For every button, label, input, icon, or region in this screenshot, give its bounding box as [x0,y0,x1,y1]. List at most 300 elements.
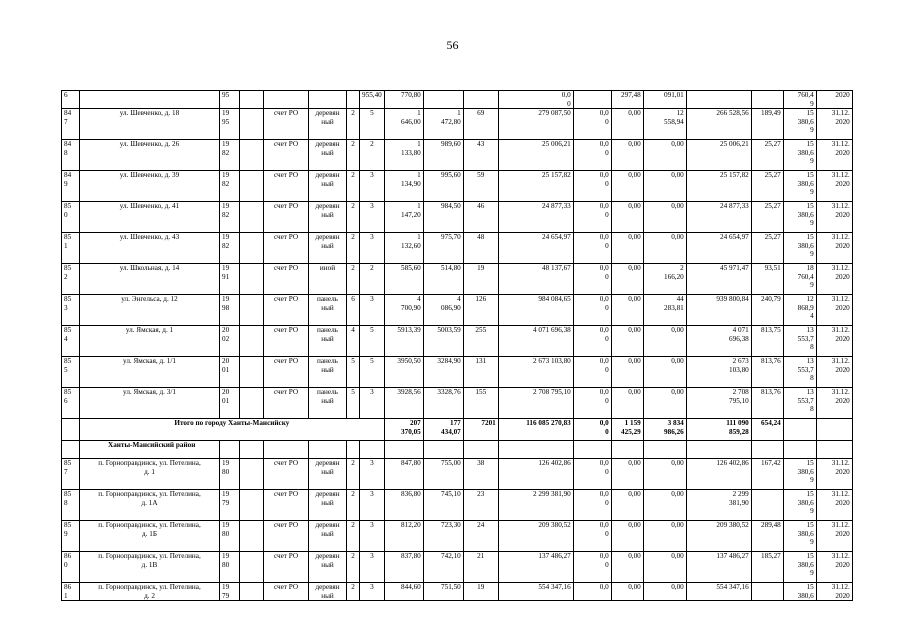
fund-a-cell [573,91,611,109]
residents-cell: 43 [463,140,498,171]
fund-d-total: 111 090 859,28 [686,419,751,441]
fund-b-cell: 0,00 [611,202,643,233]
deadline-cell: 31.12. 2020 [816,326,852,357]
fund-c-cell: 0,00 [643,490,686,521]
living-area-cell: 1 472,80 [423,109,463,140]
floors-cell: 2 [347,583,360,601]
table-row [62,552,853,583]
table-row [62,357,853,388]
living-area-cell: 4 086,90 [423,295,463,326]
deadline-cell: 31.12. 2020 [816,202,852,233]
section-label: Ханты-Мансийский район [80,441,220,459]
table-row [62,140,853,171]
row-number-cell: 85 9 [62,521,80,552]
total-area-cell: 844,60 [384,583,423,601]
total-area-total: 207 370,05 [384,419,423,441]
residents-cell: 23 [463,490,498,521]
entrances-cell: 3 [360,295,385,326]
funding-method-cell: счет РО [264,202,309,233]
row-number-cell: 85 6 [62,388,80,419]
year-2-cell [240,552,264,583]
funding-method-cell: счет РО [264,552,309,583]
deadline-cell: 31.12. 2020 [816,388,852,419]
fund-d-cell: 2 708 795,10 [686,388,751,419]
fund-b-cell: 0,00 [611,264,643,295]
cost-per-sqm-cell [751,490,783,521]
table-row [62,326,853,357]
cost-per-sqm-cell: 189,49 [751,109,783,140]
fund-a-cell: 0,0 0 [573,295,611,326]
fund-d-cell: 2 673 103,80 [686,357,751,388]
living-area-cell: 5003,59 [423,326,463,357]
entrances-cell: 5 [360,357,385,388]
living-area-cell: 745,10 [423,490,463,521]
residents-total: 7201 [463,419,498,441]
total-cost-cell: 0,0 0 [498,91,573,109]
fund-a-total: 0,0 0 [573,419,611,441]
row-number-cell: 6 [62,91,80,109]
fund-a-cell: 0,0 0 [573,109,611,140]
fund-c-cell: 0,00 [643,326,686,357]
total-cost-cell: 24 877,33 [498,202,573,233]
empty-cell [751,441,783,459]
living-area-cell: 755,00 [423,459,463,490]
wall-material-cell: деревян ный [309,171,347,202]
deadline-cell: 31.12. 2020 [816,264,852,295]
deadline-cell: 31.12. 2020 [816,233,852,264]
cost-limit-cell: 13 553,7 8 [783,357,816,388]
entrances-cell: 5 [360,326,385,357]
fund-a-cell: 0,0 0 [573,459,611,490]
fund-d-cell: 137 486,27 [686,552,751,583]
wall-material-cell: деревян ный [309,109,347,140]
living-area-cell: 3284,90 [423,357,463,388]
funding-method-cell: счет РО [264,264,309,295]
table-row [62,583,853,601]
floors-cell: 2 [347,490,360,521]
empty-cell [643,441,686,459]
wall-material-cell: панель ный [309,357,347,388]
cost-limit-cell: 760,4 9 [783,91,816,109]
year-2-cell [240,91,264,109]
fund-d-cell: 25 006,21 [686,140,751,171]
total-area-cell: 1 147,20 [384,202,423,233]
floors-cell: 2 [347,552,360,583]
fund-b-cell: 0,00 [611,490,643,521]
fund-b-cell: 0,00 [611,357,643,388]
table-row [62,233,853,264]
fund-c-cell: 0,00 [643,583,686,601]
build-year-cell: 19 82 [220,140,240,171]
row-number-cell: 85 7 [62,459,80,490]
fund-d-cell: 24 654,97 [686,233,751,264]
row-number-cell: 86 0 [62,552,80,583]
floors-cell: 2 [347,264,360,295]
cost-limit-cell: 15 380,6 9 [783,233,816,264]
address-cell: ул. Шевченко, д. 41 [80,202,220,233]
table-row [62,295,853,326]
entrances-cell: 3 [360,233,385,264]
living-area-cell: 3328,76 [423,388,463,419]
residents-cell: 155 [463,388,498,419]
total-area-cell: 812,20 [384,521,423,552]
cost-per-sqm-cell: 25,27 [751,171,783,202]
fund-a-cell: 0,0 0 [573,264,611,295]
total-cost-cell: 2 708 795,10 [498,388,573,419]
address-cell: п. Горноправдинск, ул. Петелина, д. 1 [80,459,220,490]
fund-c-cell: 44 283,81 [643,295,686,326]
entrances-cell: 3 [360,388,385,419]
page-number: 56 [446,38,459,52]
floors-cell: 2 [347,202,360,233]
fund-a-cell: 0,0 0 [573,140,611,171]
fund-d-cell: 25 157,82 [686,171,751,202]
cost-limit-cell: 13 553,7 8 [783,326,816,357]
address-cell: ул. Шевченко, д. 18 [80,109,220,140]
fund-a-cell: 0,0 0 [573,357,611,388]
wall-material-cell: деревян ный [309,459,347,490]
wall-material-cell [309,91,347,109]
fund-b-cell: 0,00 [611,171,643,202]
fund-b-cell: 297,48 [611,91,643,109]
table-row [62,171,853,202]
cost-limit-cell: 15 380,6 9 [783,552,816,583]
empty-cell [498,441,573,459]
address-cell: п. Горноправдинск, ул. Петелина, д. 1А [80,490,220,521]
fund-d-cell: 126 402,86 [686,459,751,490]
row-number-cell [62,419,80,441]
cost-limit-cell: 13 553,7 8 [783,388,816,419]
total-cost-cell: 554 347,16 [498,583,573,601]
cost-per-sqm-cell: 813,76 [751,357,783,388]
build-year-cell: 20 01 [220,357,240,388]
deadline-cell: 31.12. 2020 [816,295,852,326]
year-2-cell [240,388,264,419]
total-area-cell: 1 132,60 [384,233,423,264]
table-row-fragment [62,91,853,109]
row-number-cell: 84 9 [62,171,80,202]
cost-per-sqm-cell: 25,27 [751,202,783,233]
fund-d-cell: 45 971,47 [686,264,751,295]
empty-cell [347,441,360,459]
fund-d-cell: 24 877,33 [686,202,751,233]
residents-cell: 69 [463,109,498,140]
fund-c-cell: 0,00 [643,388,686,419]
deadline-cell: 31.12. 2020 [816,171,852,202]
floors-cell: 5 [347,388,360,419]
total-cost-cell: 48 137,67 [498,264,573,295]
fund-d-cell: 554 347,16 [686,583,751,601]
fund-a-cell: 0,0 0 [573,326,611,357]
total-area-cell: 836,80 [384,490,423,521]
cost-per-sqm-cell: 185,27 [751,552,783,583]
residents-cell: 126 [463,295,498,326]
cost-limit-cell: 15 380,6 [783,583,816,601]
fund-b-cell: 0,00 [611,295,643,326]
total-area-cell: 837,80 [384,552,423,583]
table-body [62,91,853,601]
cost-per-sqm-cell: 289,48 [751,521,783,552]
funding-method-cell [264,91,309,109]
fund-b-cell: 0,00 [611,459,643,490]
living-area-cell: 742,10 [423,552,463,583]
address-cell: ул. Ямская, д. 3/1 [80,388,220,419]
empty-cell [783,441,816,459]
total-row [62,419,853,441]
entrances-cell: 5 [360,109,385,140]
deadline-cell: 31.12. 2020 [816,459,852,490]
fund-b-total: 1 159 425,29 [611,419,643,441]
fund-c-cell: 0,00 [643,552,686,583]
fund-d-cell: 209 380,52 [686,521,751,552]
living-area-cell: 514,80 [423,264,463,295]
build-year-cell: 19 95 [220,109,240,140]
floors-cell [347,91,360,109]
total-area-cell: 770,80 [384,91,423,109]
row-number-cell: 84 8 [62,140,80,171]
total-area-cell: 847,80 [384,459,423,490]
build-year-cell: 19 82 [220,233,240,264]
year-2-cell [240,295,264,326]
living-area-cell: 984,50 [423,202,463,233]
fund-b-cell: 0,00 [611,388,643,419]
fund-c-cell: 2 166,20 [643,264,686,295]
year-2-cell [240,171,264,202]
wall-material-cell: деревян ный [309,552,347,583]
living-area-cell: 751,50 [423,583,463,601]
build-year-cell: 20 02 [220,326,240,357]
address-cell: ул. Шевченко, д. 39 [80,171,220,202]
row-number-cell: 85 5 [62,357,80,388]
floors-cell: 2 [347,233,360,264]
fund-c-cell: 0,00 [643,171,686,202]
total-cost-cell: 279 087,50 [498,109,573,140]
residents-cell: 38 [463,459,498,490]
fund-d-cell: 4 071 696,38 [686,326,751,357]
cost-per-sqm-cell: 25,27 [751,233,783,264]
funding-method-cell: счет РО [264,233,309,264]
funding-method-cell: счет РО [264,490,309,521]
entrances-cell: 3 [360,171,385,202]
residents-cell: 19 [463,264,498,295]
total-area-cell: 585,60 [384,264,423,295]
floors-cell: 2 [347,140,360,171]
row-number-cell: 85 4 [62,326,80,357]
row-number-cell [62,441,80,459]
funding-method-cell: счет РО [264,459,309,490]
total-area-cell: 3928,56 [384,388,423,419]
build-year-cell: 19 91 [220,264,240,295]
fund-b-cell: 0,00 [611,233,643,264]
cost-per-sqm-cell: 813,76 [751,388,783,419]
build-year-cell: 19 79 [220,583,240,601]
empty-cell [816,419,852,441]
cost-per-sqm-cell [751,91,783,109]
empty-cell [384,441,423,459]
build-year-cell: 19 82 [220,202,240,233]
wall-material-cell: панель ный [309,388,347,419]
living-area-total: 177 434,07 [423,419,463,441]
residents-cell [463,91,498,109]
fund-c-cell: 12 558,94 [643,109,686,140]
living-area-cell: 723,30 [423,521,463,552]
row-number-cell: 85 1 [62,233,80,264]
fund-a-cell: 0,0 0 [573,552,611,583]
total-area-cell: 1 133,80 [384,140,423,171]
total-area-cell: 1 646,00 [384,109,423,140]
cost-limit-cell: 12 868,9 4 [783,295,816,326]
fund-a-cell: 0,0 0 [573,202,611,233]
wall-material-cell: иной [309,264,347,295]
fund-d-cell: 2 299 381,90 [686,490,751,521]
year-2-cell [240,490,264,521]
fund-b-cell: 0,00 [611,583,643,601]
year-2-cell [240,202,264,233]
cost-per-sqm-cell [751,583,783,601]
address-cell: ул. Школьная, д. 14 [80,264,220,295]
address-cell: ул. Ямская, д. 1/1 [80,357,220,388]
residents-cell: 59 [463,171,498,202]
cost-per-sqm-cell: 167,42 [751,459,783,490]
empty-cell [309,441,347,459]
year-2-cell [240,326,264,357]
fund-c-cell: 0,00 [643,357,686,388]
fund-c-cell: 0,00 [643,459,686,490]
funding-method-cell: счет РО [264,295,309,326]
cost-per-sqm-cell: 240,79 [751,295,783,326]
fund-a-cell: 0,0 0 [573,521,611,552]
empty-cell [423,441,463,459]
floors-cell: 2 [347,171,360,202]
fund-a-cell: 0,0 0 [573,233,611,264]
empty-cell [783,419,816,441]
build-year-cell: 19 80 [220,552,240,583]
cost-limit-cell: 15 380,6 9 [783,202,816,233]
deadline-cell: 31.12. 2020 [816,552,852,583]
empty-cell [463,441,498,459]
build-year-cell: 19 98 [220,295,240,326]
total-cost-cell: 2 673 103,80 [498,357,573,388]
year-2-cell [240,583,264,601]
wall-material-cell: панель ный [309,295,347,326]
row-number-cell: 86 1 [62,583,80,601]
wall-material-cell: деревян ный [309,583,347,601]
empty-cell [264,441,309,459]
address-cell: ул. Шевченко, д. 26 [80,140,220,171]
table-row [62,109,853,140]
year-2-cell [240,357,264,388]
fund-a-cell: 0,0 0 [573,171,611,202]
fund-b-cell: 0,00 [611,521,643,552]
fund-d-cell: 266 528,56 [686,109,751,140]
address-cell [80,91,220,109]
entrances-cell: 3 [360,521,385,552]
floors-cell: 5 [347,357,360,388]
build-year-cell: 19 82 [220,171,240,202]
cost-limit-cell: 15 380,6 9 [783,490,816,521]
residents-cell: 48 [463,233,498,264]
wall-material-cell: деревян ный [309,202,347,233]
total-area-cell: 1 134,90 [384,171,423,202]
total-cost-cell: 984 084,65 [498,295,573,326]
fund-b-cell: 0,00 [611,326,643,357]
total-cost-cell: 2 299 381,90 [498,490,573,521]
funding-method-cell: счет РО [264,388,309,419]
wall-material-cell: деревян ный [309,233,347,264]
total-cost-cell: 209 380,52 [498,521,573,552]
empty-cell [240,441,264,459]
empty-cell [686,441,751,459]
total-area-cell: 4 700,90 [384,295,423,326]
table-row [62,459,853,490]
fund-d-cell: 939 800,84 [686,295,751,326]
year-2-cell [240,521,264,552]
build-year-cell: 19 80 [220,459,240,490]
address-cell: п. Горноправдинск, ул. Петелина, д. 2 [80,583,220,601]
deadline-cell: 31.12. 2020 [816,521,852,552]
living-area-cell: 975,70 [423,233,463,264]
cost-per-sqm-total: 654,24 [751,419,783,441]
floors-cell: 4 [347,326,360,357]
residents-cell: 19 [463,583,498,601]
fund-b-cell: 0,00 [611,140,643,171]
fund-d-cell [686,91,751,109]
row-number-cell: 84 7 [62,109,80,140]
cost-limit-cell: 15 380,6 9 [783,109,816,140]
funding-method-cell: счет РО [264,521,309,552]
cost-per-sqm-cell: 93,51 [751,264,783,295]
total-cost-cell: 24 654,97 [498,233,573,264]
fund-b-cell: 0,00 [611,109,643,140]
fund-c-cell: 091,01 [643,91,686,109]
empty-cell [573,441,611,459]
cost-limit-cell: 15 380,6 9 [783,521,816,552]
section-header-row [62,441,853,459]
wall-material-cell: панель ный [309,326,347,357]
year-2-cell [240,233,264,264]
funding-method-cell: счет РО [264,357,309,388]
total-cost-cell: 126 402,86 [498,459,573,490]
fund-b-cell: 0,00 [611,552,643,583]
entrances-cell: 955,40 [360,91,385,109]
floors-cell: 2 [347,459,360,490]
total-area-cell: 3950,50 [384,357,423,388]
fund-c-cell: 0,00 [643,233,686,264]
address-cell: п. Горноправдинск, ул. Петелина, д. 1В [80,552,220,583]
build-year-cell: 19 79 [220,490,240,521]
year-2-cell [240,264,264,295]
fund-a-cell: 0,0 0 [573,388,611,419]
floors-cell: 2 [347,109,360,140]
residents-cell: 21 [463,552,498,583]
wall-material-cell: деревян ный [309,140,347,171]
fund-a-cell: 0,0 0 [573,490,611,521]
entrances-cell: 2 [360,264,385,295]
deadline-cell: 31.12. 2020 [816,140,852,171]
empty-cell [360,441,385,459]
row-number-cell: 85 2 [62,264,80,295]
row-number-cell: 85 8 [62,490,80,521]
wall-material-cell: деревян ный [309,490,347,521]
year-2-cell [240,109,264,140]
total-area-cell: 5913,39 [384,326,423,357]
build-year-cell: 95 [220,91,240,109]
total-cost-cell: 25 157,82 [498,171,573,202]
fund-c-cell: 0,00 [643,140,686,171]
housing-register-table [61,90,853,601]
total-cost-total: 116 085 270,83 [498,419,573,441]
floors-cell: 6 [347,295,360,326]
